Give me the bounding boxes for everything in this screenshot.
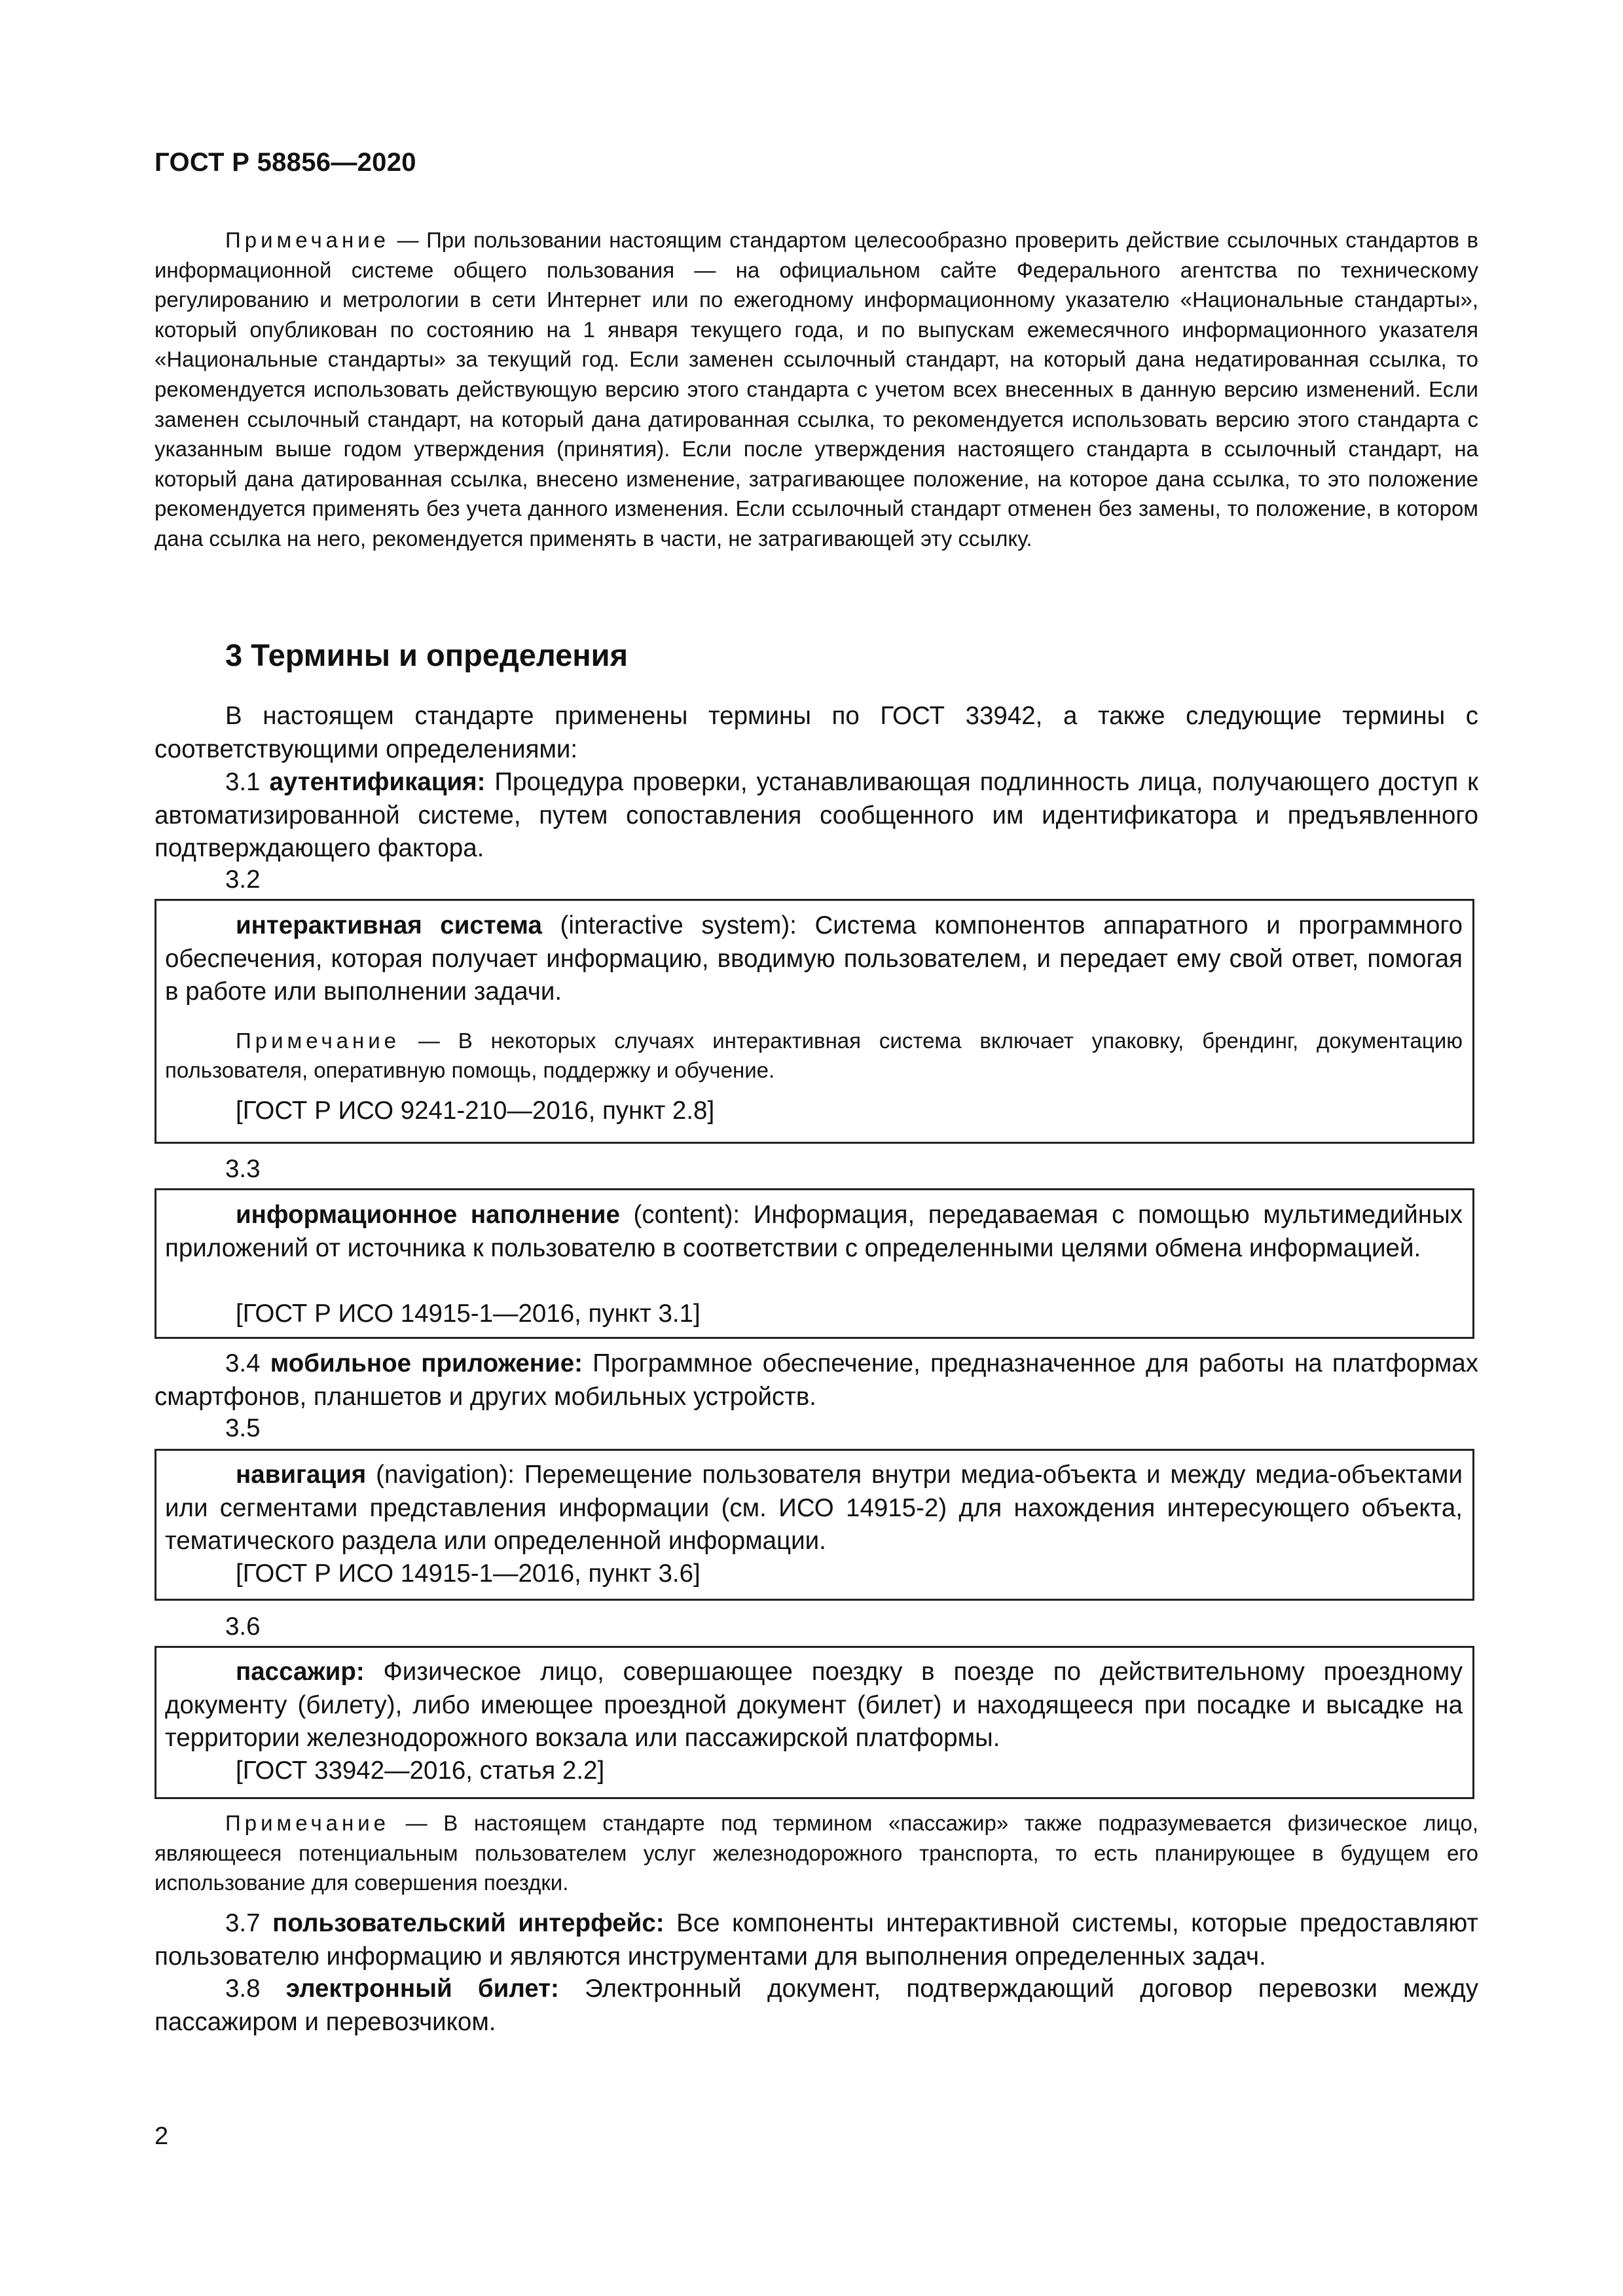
section-intro [155,700,1478,766]
term-definition: Все компоненты интерактивной системы, которые предоставляют пользователю информацию и являются инструментами для выполнения определенных задач. [155,1909,1478,1971]
term-3-3-text [156,1199,1463,1265]
term-title: мобильное приложение: [270,1349,583,1377]
term-box-3-5 [155,1449,1474,1601]
term-number: 3.7 [225,1909,261,1937]
term-3-2-note [156,1026,1463,1085]
note-label: Примечание [225,1811,390,1835]
term-3-2-text [156,909,1463,1009]
term-3-6-text [156,1656,1463,1755]
term-3-5-source [156,1558,1463,1591]
term-number-3-3: 3.3 [225,1155,261,1183]
note-label: Примечание [236,1029,401,1053]
term-definition: Физическое лицо, совершающее поездку в поезде по действительному проездному документу (билету), либо имеющее проездной документ (билет) и находящееся при посадке и высадке на территории железнодорожного вокзала или пассажирской платформы. [165,1658,1463,1753]
term-box-3-2 [155,899,1474,1144]
note-label: Примечание [225,228,390,252]
term-number: 3.4 [225,1349,261,1377]
term-3-7 [155,1907,1478,1973]
source-ref: [ГОСТ Р ИСО 14915-1—2016, пункт 3.1] [236,1300,701,1328]
term-definition: Электронный документ, подтверждающий договор перевозки между пассажиром и перевозчиком. [155,1975,1478,2036]
term-3-6-source [156,1755,1463,1788]
term-3-2-source [156,1095,1463,1128]
term-number-3-2: 3.2 [225,866,261,894]
term-3-3-source [156,1298,1463,1331]
term-number: 3.1 [225,768,261,796]
term-3-8 [155,1973,1478,2039]
term-title: информационное наполнение [236,1201,620,1229]
term-3-4 [155,1347,1478,1413]
term-definition: (navigation): Перемещение пользователя внутри медиа-объекта и между медиа-объектами или сегментами представления информации (см. ИСО 14915-2) для нахождения интересующего объекта, тематического раздела или определенной информации. [165,1461,1463,1556]
term-box-3-6 [155,1646,1474,1799]
term-title: пользовательский интерфейс: [272,1909,665,1937]
term-box-3-3 [155,1188,1474,1339]
page-number: 2 [155,2123,169,2150]
source-ref: [ГОСТ Р ИСО 14915-1—2016, пункт 3.6] [236,1559,701,1588]
term-3-1 [155,766,1478,866]
term-definition: (content): Информация, передаваемая с помощью мультимедийных приложений от источника к пользователю в соответствии с определенными целями обмена информацией. [165,1201,1463,1262]
term-title: пассажир: [236,1658,365,1686]
term-title: навигация [236,1461,367,1489]
section-intro-text: В настоящем стандарте применены термины по ГОСТ 33942, а также следующие термины с соответствующими определениями: [155,702,1478,763]
source-ref: [ГОСТ 33942—2016, статья 2.2] [236,1757,605,1785]
term-3-5-text [156,1459,1463,1558]
term-number-3-5: 3.5 [225,1414,261,1442]
term-definition: Программное обеспечение, предназначенное для работы на платформах смартфонов, планшетов и других мобильных устройств. [155,1349,1479,1411]
term-title: электронный билет: [285,1975,559,2003]
note-text: — В некоторых случаях интерактивная система включает упаковку, брендинг, документацию пользователя, оперативную помощь, поддержку и обучение. [165,1029,1463,1082]
source-ref: [ГОСТ Р ИСО 9241-210—2016, пункт 2.8] [236,1097,715,1125]
section-heading: 3 Термины и определения [225,638,628,672]
term-title: аутентификация: [269,768,486,796]
term-number: 3.8 [225,1975,261,2003]
note-text: — При пользовании настоящим стандартом целесообразно проверить действие ссылочных стандартов в информационной системе общего пользования — на официальном сайте Федерального агентства по техническому регулированию и метрологии в сети Интернет или по ежегодному информационному указателю «Национальные стандарты», который опубликован по состоянию на 1 января текущего года, и по выпускам ежемесячного информационного указателя «Национальные стандарты» за текущий год. Если заменен ссылочный стандарт, на который дана недатированная ссылка, то рекомендуется использовать действующую версию этого стандарта с учетом всех внесенных в данную версию изменений. Если заменен ссылочный стандарт, на который дана датированная ссылка, то рекомендуется использовать версию этого стандарта с указанным выше годом утверждения (принятия). Если после утверждения настоящего стандарта в ссылочный стандарт, на который дана датированная ссылка, внесено изменение, затрагивающее положение, на которое дана ссылка, то это положение рекомендуется применять без учета данного изменения. Если ссылочный стандарт отменен без замены, то положение, в котором дана ссылка на него, рекомендуется применять в части, не затрагивающей эту ссылку. [155,228,1478,551]
term-definition: Процедура проверки, устанавливающая подлинность лица, получающего доступ к автоматизированной системе, путем сопоставления сообщенного им идентификатора и предъявленного подтверждающего фактора. [155,768,1478,863]
intro-note [155,225,1478,554]
document-header: ГОСТ Р 58856—2020 [155,148,416,177]
note-text: — В настоящем стандарте под термином «пассажир» также подразумевается физическое лицо, являющееся потенциальным пользователем услуг железнодорожного транспорта, то есть планирующее в будущем его использование для совершения поездки. [155,1811,1478,1895]
term-title: интерактивная система [236,911,542,939]
term-definition: (interactive system): Система компонентов аппаратного и программного обеспечения, которая получает информацию, вводимую пользователем, и передает ему свой ответ, помогая в работе или выполнении задачи. [165,911,1463,1006]
term-number-3-6: 3.6 [225,1613,261,1641]
term-3-6-note [155,1808,1478,1898]
